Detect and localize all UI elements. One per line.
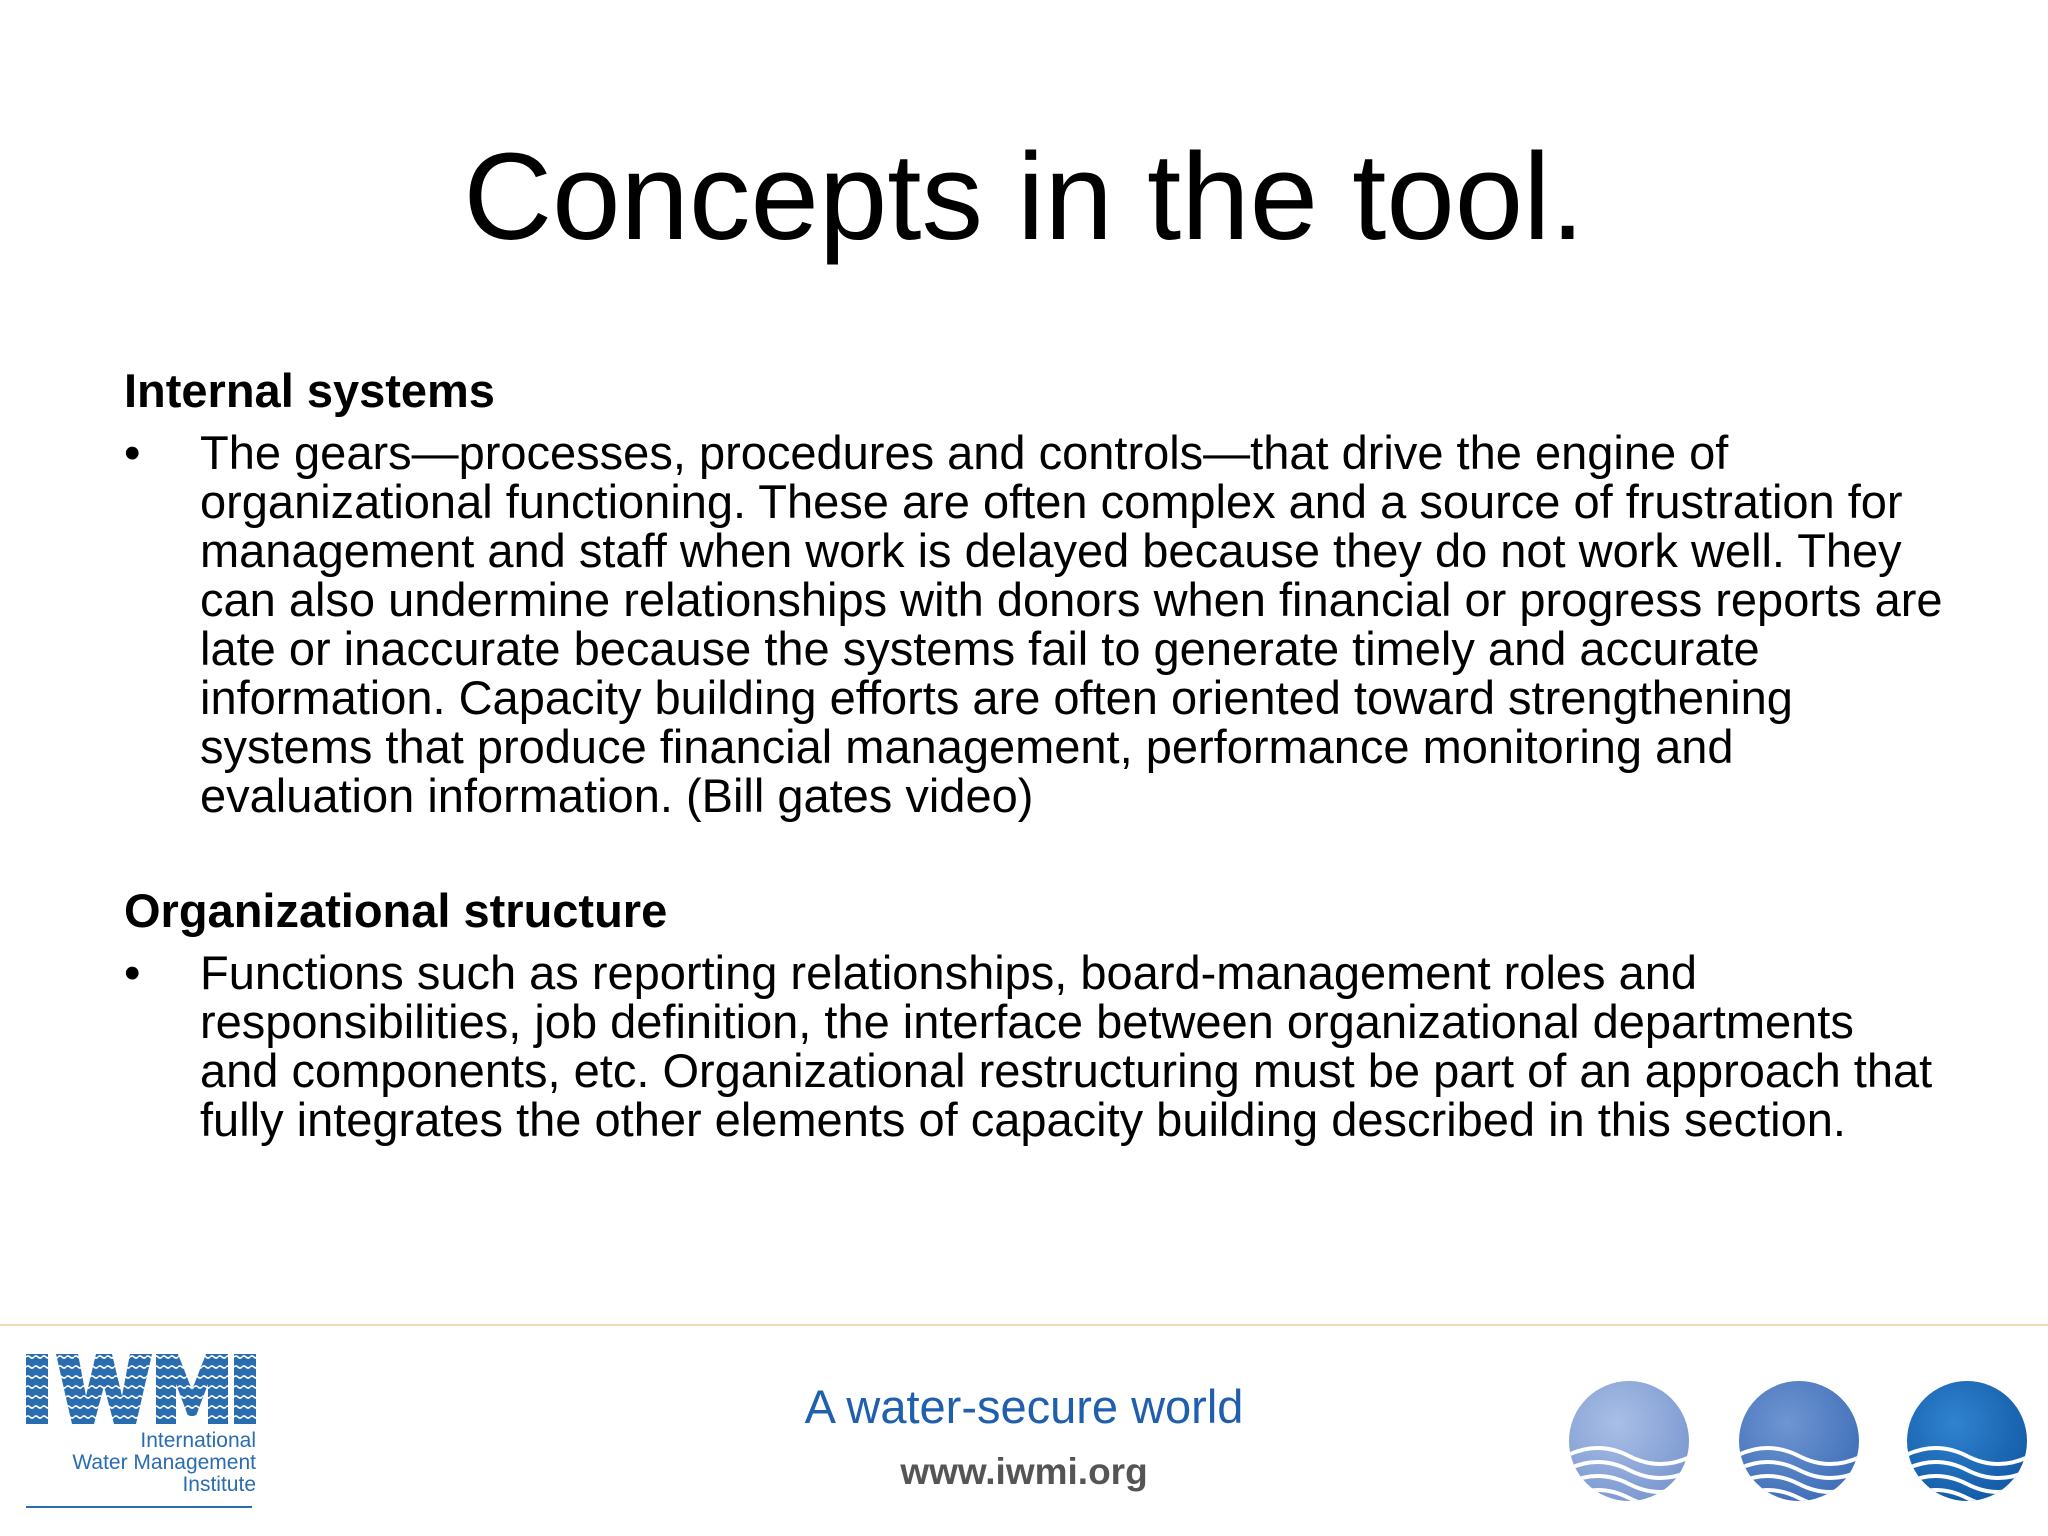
- iwmi-logo-mark: [26, 1350, 256, 1430]
- water-globe-icon: [1566, 1378, 1692, 1504]
- bullet-item: [124, 948, 1944, 1144]
- water-globe-icon: [1904, 1378, 2030, 1504]
- footer-divider: [0, 1324, 2048, 1326]
- slide-content: [124, 364, 1944, 1144]
- logo-text-line: Water Management: [72, 1451, 256, 1474]
- section-heading: Organizational structure: [124, 884, 668, 937]
- logo-text-line: Institute: [182, 1473, 256, 1496]
- bullet-marker: •: [124, 426, 141, 479]
- section-organizational-structure: [124, 884, 1944, 1144]
- tagline: A water-secure world: [804, 1380, 1244, 1433]
- website-url: www.iwmi.org: [900, 1451, 1148, 1492]
- section-internal-systems: [124, 364, 1944, 820]
- logo-text-line: International: [140, 1429, 256, 1452]
- bullet-text: Functions such as reporting relationships, board-management roles and responsibilities, job definition, the interface between organizational departments and components, etc. Organizational restructuring must be part of an approach that fully integrates the other elements of capacity building described in this section.: [200, 946, 1933, 1146]
- slide-title: Concepts in the tool.: [463, 129, 1585, 266]
- bullet-marker: •: [124, 946, 141, 999]
- iwmi-logo: [26, 1350, 256, 1510]
- section-heading: Internal systems: [124, 364, 495, 417]
- logo-underline: [26, 1506, 252, 1508]
- bullet-text: The gears—processes, procedures and controls—that drive the engine of organizational functioning. These are often complex and a source of frustration for management and staff when work is delayed because they do not work well. They can also undermine relationships with donors when financial or progress reports are late or inaccurate because the systems fail to generate timely and accurate information. Capacity building efforts are often oriented toward strengthening systems that produce financial management, performance monitoring and evaluation information. (Bill gates video): [200, 426, 1943, 822]
- water-globe-icon: [1736, 1378, 1862, 1504]
- bullet-item: [124, 428, 1944, 820]
